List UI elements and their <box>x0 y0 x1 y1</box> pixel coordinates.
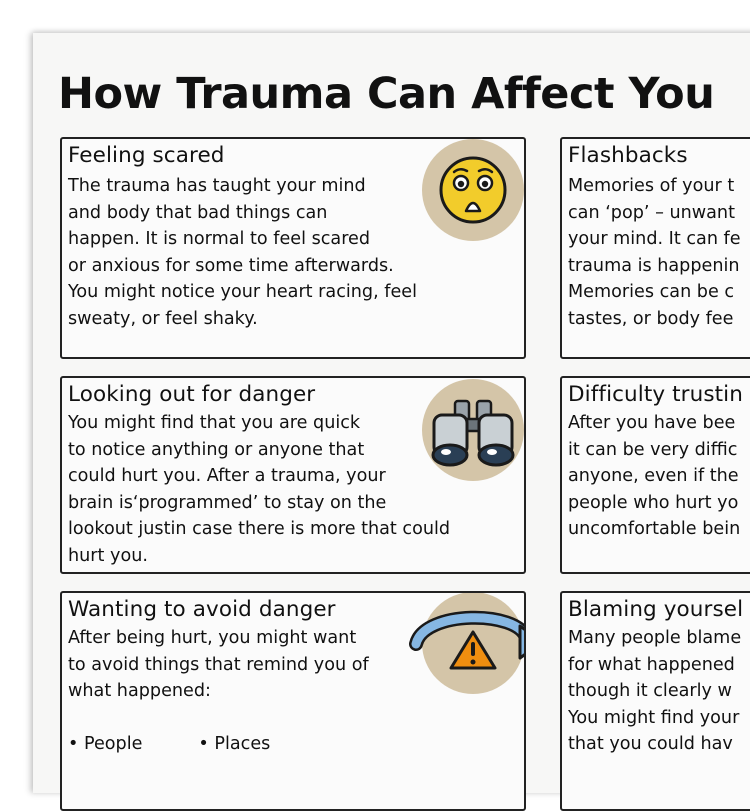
bullet-list <box>68 731 369 758</box>
card-line: uncomfortable bein <box>568 519 741 540</box>
card-line: to avoid things that remind you of <box>68 654 369 675</box>
card-blaming-yourself <box>560 591 750 811</box>
card-line: can ‘pop’ – unwant <box>568 202 735 223</box>
binoculars-icon <box>422 379 524 481</box>
page-title: How Trauma Can Affect You <box>58 69 715 119</box>
card-wanting-to-avoid-danger <box>60 591 526 811</box>
card-difficulty-trusting <box>560 376 750 574</box>
card-line: and body that bad things can <box>68 202 328 223</box>
card-line: You might find your <box>568 707 740 728</box>
card-body <box>568 625 741 758</box>
scared-face-icon <box>422 139 524 241</box>
card-line: You might notice your heart racing, feel <box>68 282 417 303</box>
card-body <box>568 410 740 543</box>
card-line: sweaty, or feel shaky. <box>68 308 258 329</box>
bullet-item: • People <box>68 733 143 754</box>
card-line: your mind. It can fe <box>568 229 741 250</box>
card-line: that you could hav <box>568 734 733 755</box>
card-line: could hurt you. After a trauma, your <box>68 466 386 487</box>
card-line: trauma is happenin <box>568 255 740 276</box>
card-body <box>68 410 450 570</box>
card-body <box>68 625 369 757</box>
card-feeling-scared <box>60 137 526 359</box>
card-flashbacks <box>560 137 750 359</box>
card-line: The trauma has taught your mind <box>68 176 366 196</box>
card-body <box>68 173 417 333</box>
card-body <box>568 173 741 333</box>
card-line: lookout justin case there is more that could <box>68 519 451 540</box>
card-line: hurt you. <box>68 545 148 566</box>
card-line: to notice anything or anyone that <box>68 439 365 460</box>
card-line: anyone, even if the <box>568 466 739 487</box>
avoid-warning-icon <box>422 592 524 694</box>
card-heading: Blaming yoursel <box>568 597 744 622</box>
card-line: After you have bee <box>568 413 736 433</box>
card-looking-out-for-danger <box>60 376 526 574</box>
card-line: for what happened <box>568 654 735 675</box>
card-heading: Flashbacks <box>568 143 688 168</box>
card-line: though it clearly w <box>568 681 732 702</box>
card-line: tastes, or body fee <box>568 308 734 329</box>
card-heading: Feeling scared <box>68 143 225 168</box>
card-heading: Wanting to avoid danger <box>68 597 336 622</box>
card-line: it can be very diffic <box>568 439 738 460</box>
card-line: You might find that you are quick <box>68 413 361 433</box>
worksheet-page <box>33 33 750 793</box>
card-line: or anxious for some time afterwards. <box>68 255 394 276</box>
card-heading: Looking out for danger <box>68 382 316 407</box>
card-line: happen. It is normal to feel scared <box>68 229 371 250</box>
bullet-item: • Places <box>198 733 271 754</box>
card-line: what happened: <box>68 681 211 702</box>
card-line: Memories of your t <box>568 176 735 196</box>
card-line: After being hurt, you might want <box>68 628 357 648</box>
card-line: people who hurt yo <box>568 492 739 513</box>
card-line: Memories can be c <box>568 282 735 303</box>
card-heading: Difficulty trustin <box>568 382 743 407</box>
card-line: brain is‘programmed’ to stay on the <box>68 492 387 513</box>
card-line: Many people blame <box>568 628 742 648</box>
